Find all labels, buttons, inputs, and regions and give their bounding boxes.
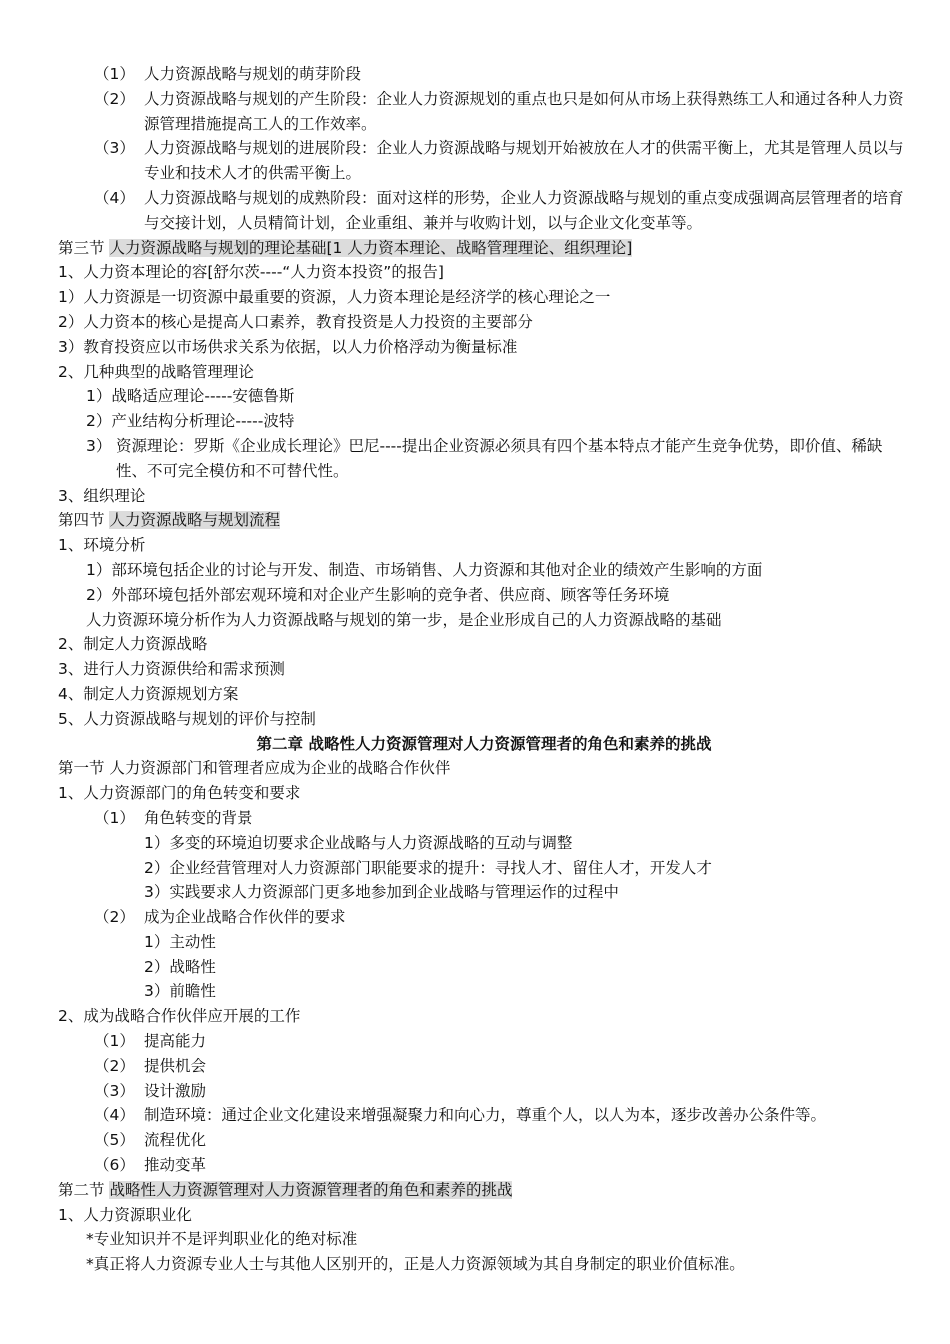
item-number: （2） bbox=[94, 908, 135, 927]
list-item bbox=[58, 1029, 910, 1054]
text-line: 1）战略适应理论-----安德鲁斯 bbox=[86, 387, 295, 406]
text-line: 3、进行人力资源供给和需求预测 bbox=[58, 660, 285, 679]
item-number: （4） bbox=[94, 1106, 135, 1125]
item-text: 提供机会 bbox=[144, 1056, 207, 1075]
item-number: （2） bbox=[94, 89, 135, 108]
item-text: 推动变革 bbox=[144, 1156, 207, 1175]
list-item bbox=[58, 186, 910, 236]
list-item bbox=[58, 806, 910, 831]
text-line: 1、人力资本理论的容[舒尔茨----“人力资本投资”的报告] bbox=[58, 263, 444, 282]
text-line: 2）人力资本的核心是提高人口素养，教育投资是人力投资的主要部分 bbox=[58, 312, 533, 331]
text-line: 1）多变的环境迫切要求企业战略与人力资源战略的互动与调整 bbox=[144, 833, 573, 852]
text-line: 2、制定人力资源战略 bbox=[58, 635, 208, 654]
item-number: （1） bbox=[94, 65, 135, 83]
text-line: 2）战略性 bbox=[144, 957, 216, 976]
item-text: 角色转变的背景 bbox=[144, 808, 253, 827]
text-line: *真正将人力资源专业人士与其他人区别开的，正是人力资源领域为其自身制定的职业价值标准。 bbox=[86, 1255, 745, 1274]
list-item bbox=[58, 905, 910, 930]
section-title: 战略性人力资源管理对人力资源管理者的角色和素养的挑战 bbox=[109, 1180, 513, 1199]
text-line: 3）教育投资应以市场供求关系为依据，以人力价格浮动为衡量标准 bbox=[58, 337, 518, 356]
item-text: 设计激励 bbox=[144, 1081, 207, 1100]
item-text: 人力资源战略与规划的成熟阶段：面对这样的形势，企业人力资源战略与规划的重点变成强调高层管理者的培育与交接计划，人员精简计划，企业重组、兼并与收购计划，以与企业文化变革等。 bbox=[144, 188, 904, 232]
list-item bbox=[58, 1079, 910, 1104]
list-item bbox=[58, 62, 910, 87]
section-number: 第三节 bbox=[58, 238, 110, 257]
text-line: 1、环境分析 bbox=[58, 536, 146, 555]
text-line: 3、组织理论 bbox=[58, 486, 146, 505]
text-line: 4、制定人力资源规划方案 bbox=[58, 684, 239, 703]
text-line: 1）部环境包括企业的讨论与开发、制造、市场销售、人力资源和其他对企业的绩效产生影响的方面 bbox=[86, 560, 763, 579]
text-line: *专业知识并不是评判职业化的绝对标准 bbox=[86, 1230, 358, 1249]
text-line: 2）外部环境包括外部宏观环境和对企业产生影响的竞争者、供应商、顾客等任务环境 bbox=[86, 585, 670, 604]
section-heading bbox=[58, 236, 910, 261]
list-item bbox=[58, 1153, 910, 1178]
item-number: （4） bbox=[94, 188, 135, 207]
item-text: 人力资源战略与规划的进展阶段：企业人力资源战略与规划开始被放在人才的供需平衡上，尤其是管理人员以与专业和技术人才的供需平衡上。 bbox=[144, 139, 904, 183]
item-text: 制造环境：通过企业文化建设来增强凝聚力和向心力，尊重个人，以人为本，逐步改善办公条件等。 bbox=[144, 1106, 827, 1125]
text-line: 3）实践要求人力资源部门更多地参加到企业战略与管理运作的过程中 bbox=[144, 883, 619, 902]
list-item bbox=[58, 136, 910, 186]
list-item bbox=[58, 87, 910, 137]
text-line: 2）企业经营管理对人力资源部门职能要求的提升：寻找人才、留住人才，开发人才 bbox=[144, 858, 712, 877]
item-text: 流程优化 bbox=[144, 1131, 207, 1150]
text-line: 1）人力资源是一切资源中最重要的资源，人力资本理论是经济学的核心理论之一 bbox=[58, 288, 611, 307]
text-line: 2、成为战略合作伙伴应开展的工作 bbox=[58, 1007, 301, 1026]
text-line: 1、人力资源部门的角色转变和要求 bbox=[58, 784, 301, 803]
list-item bbox=[58, 1054, 910, 1079]
list-item bbox=[58, 1128, 910, 1153]
text-line: 2）产业结构分析理论-----波特 bbox=[86, 412, 295, 431]
item-number: （6） bbox=[94, 1156, 135, 1175]
text-line: 3）前瞻性 bbox=[144, 982, 216, 1001]
section-number: 第二节 bbox=[58, 1180, 110, 1199]
item-text: 人力资源战略与规划的产生阶段：企业人力资源规划的重点也只是如何从市场上获得熟练工人和通过各种人力资源管理措施提高工人的工作效率。 bbox=[144, 89, 904, 133]
text-line: 2、几种典型的战略管理理论 bbox=[58, 362, 254, 381]
text-line: 人力资源环境分析作为人力资源战略与规划的第一步，是企业形成自己的人力资源战略的基础 bbox=[86, 610, 722, 629]
text-line: 第一节 人力资源部门和管理者应成为企业的战略合作伙伴 bbox=[58, 759, 451, 778]
item-number: （1） bbox=[94, 1032, 135, 1051]
section-number: 第四节 bbox=[58, 511, 110, 530]
item-number: （5） bbox=[94, 1131, 135, 1150]
section-heading bbox=[58, 508, 910, 533]
section-heading bbox=[58, 1178, 910, 1203]
list-item bbox=[58, 1103, 910, 1128]
item-text: 资源理论：罗斯《企业成长理论》巴尼----提出企业资源必须具有四个基本特点才能产生竞争优势，即价值、稀缺性、不可完全模仿和不可替代性。 bbox=[116, 436, 883, 480]
text-line: 1、人力资源职业化 bbox=[58, 1205, 192, 1224]
item-text: 成为企业战略合作伙伴的要求 bbox=[144, 908, 346, 927]
item-number: （3） bbox=[94, 1081, 135, 1100]
item-number: 3） bbox=[86, 436, 112, 455]
section-title: 人力资源战略与规划流程 bbox=[109, 511, 280, 530]
chapter-title: 第二章 战略性人力资源管理对人力资源管理者的角色和素养的挑战 bbox=[256, 734, 712, 753]
text-line: 1）主动性 bbox=[144, 932, 216, 951]
item-text: 提高能力 bbox=[144, 1032, 207, 1051]
item-number: （2） bbox=[94, 1056, 135, 1075]
text-line: 5、人力资源战略与规划的评价与控制 bbox=[58, 709, 316, 728]
item-text: 人力资源战略与规划的萌芽阶段 bbox=[144, 65, 362, 83]
item-number: （3） bbox=[94, 139, 135, 158]
section-title: 人力资源战略与规划的理论基础[1 人力资本理论、战略管理理论、组织理论] bbox=[109, 238, 633, 257]
list-item bbox=[58, 434, 910, 484]
item-number: （1） bbox=[94, 808, 135, 827]
